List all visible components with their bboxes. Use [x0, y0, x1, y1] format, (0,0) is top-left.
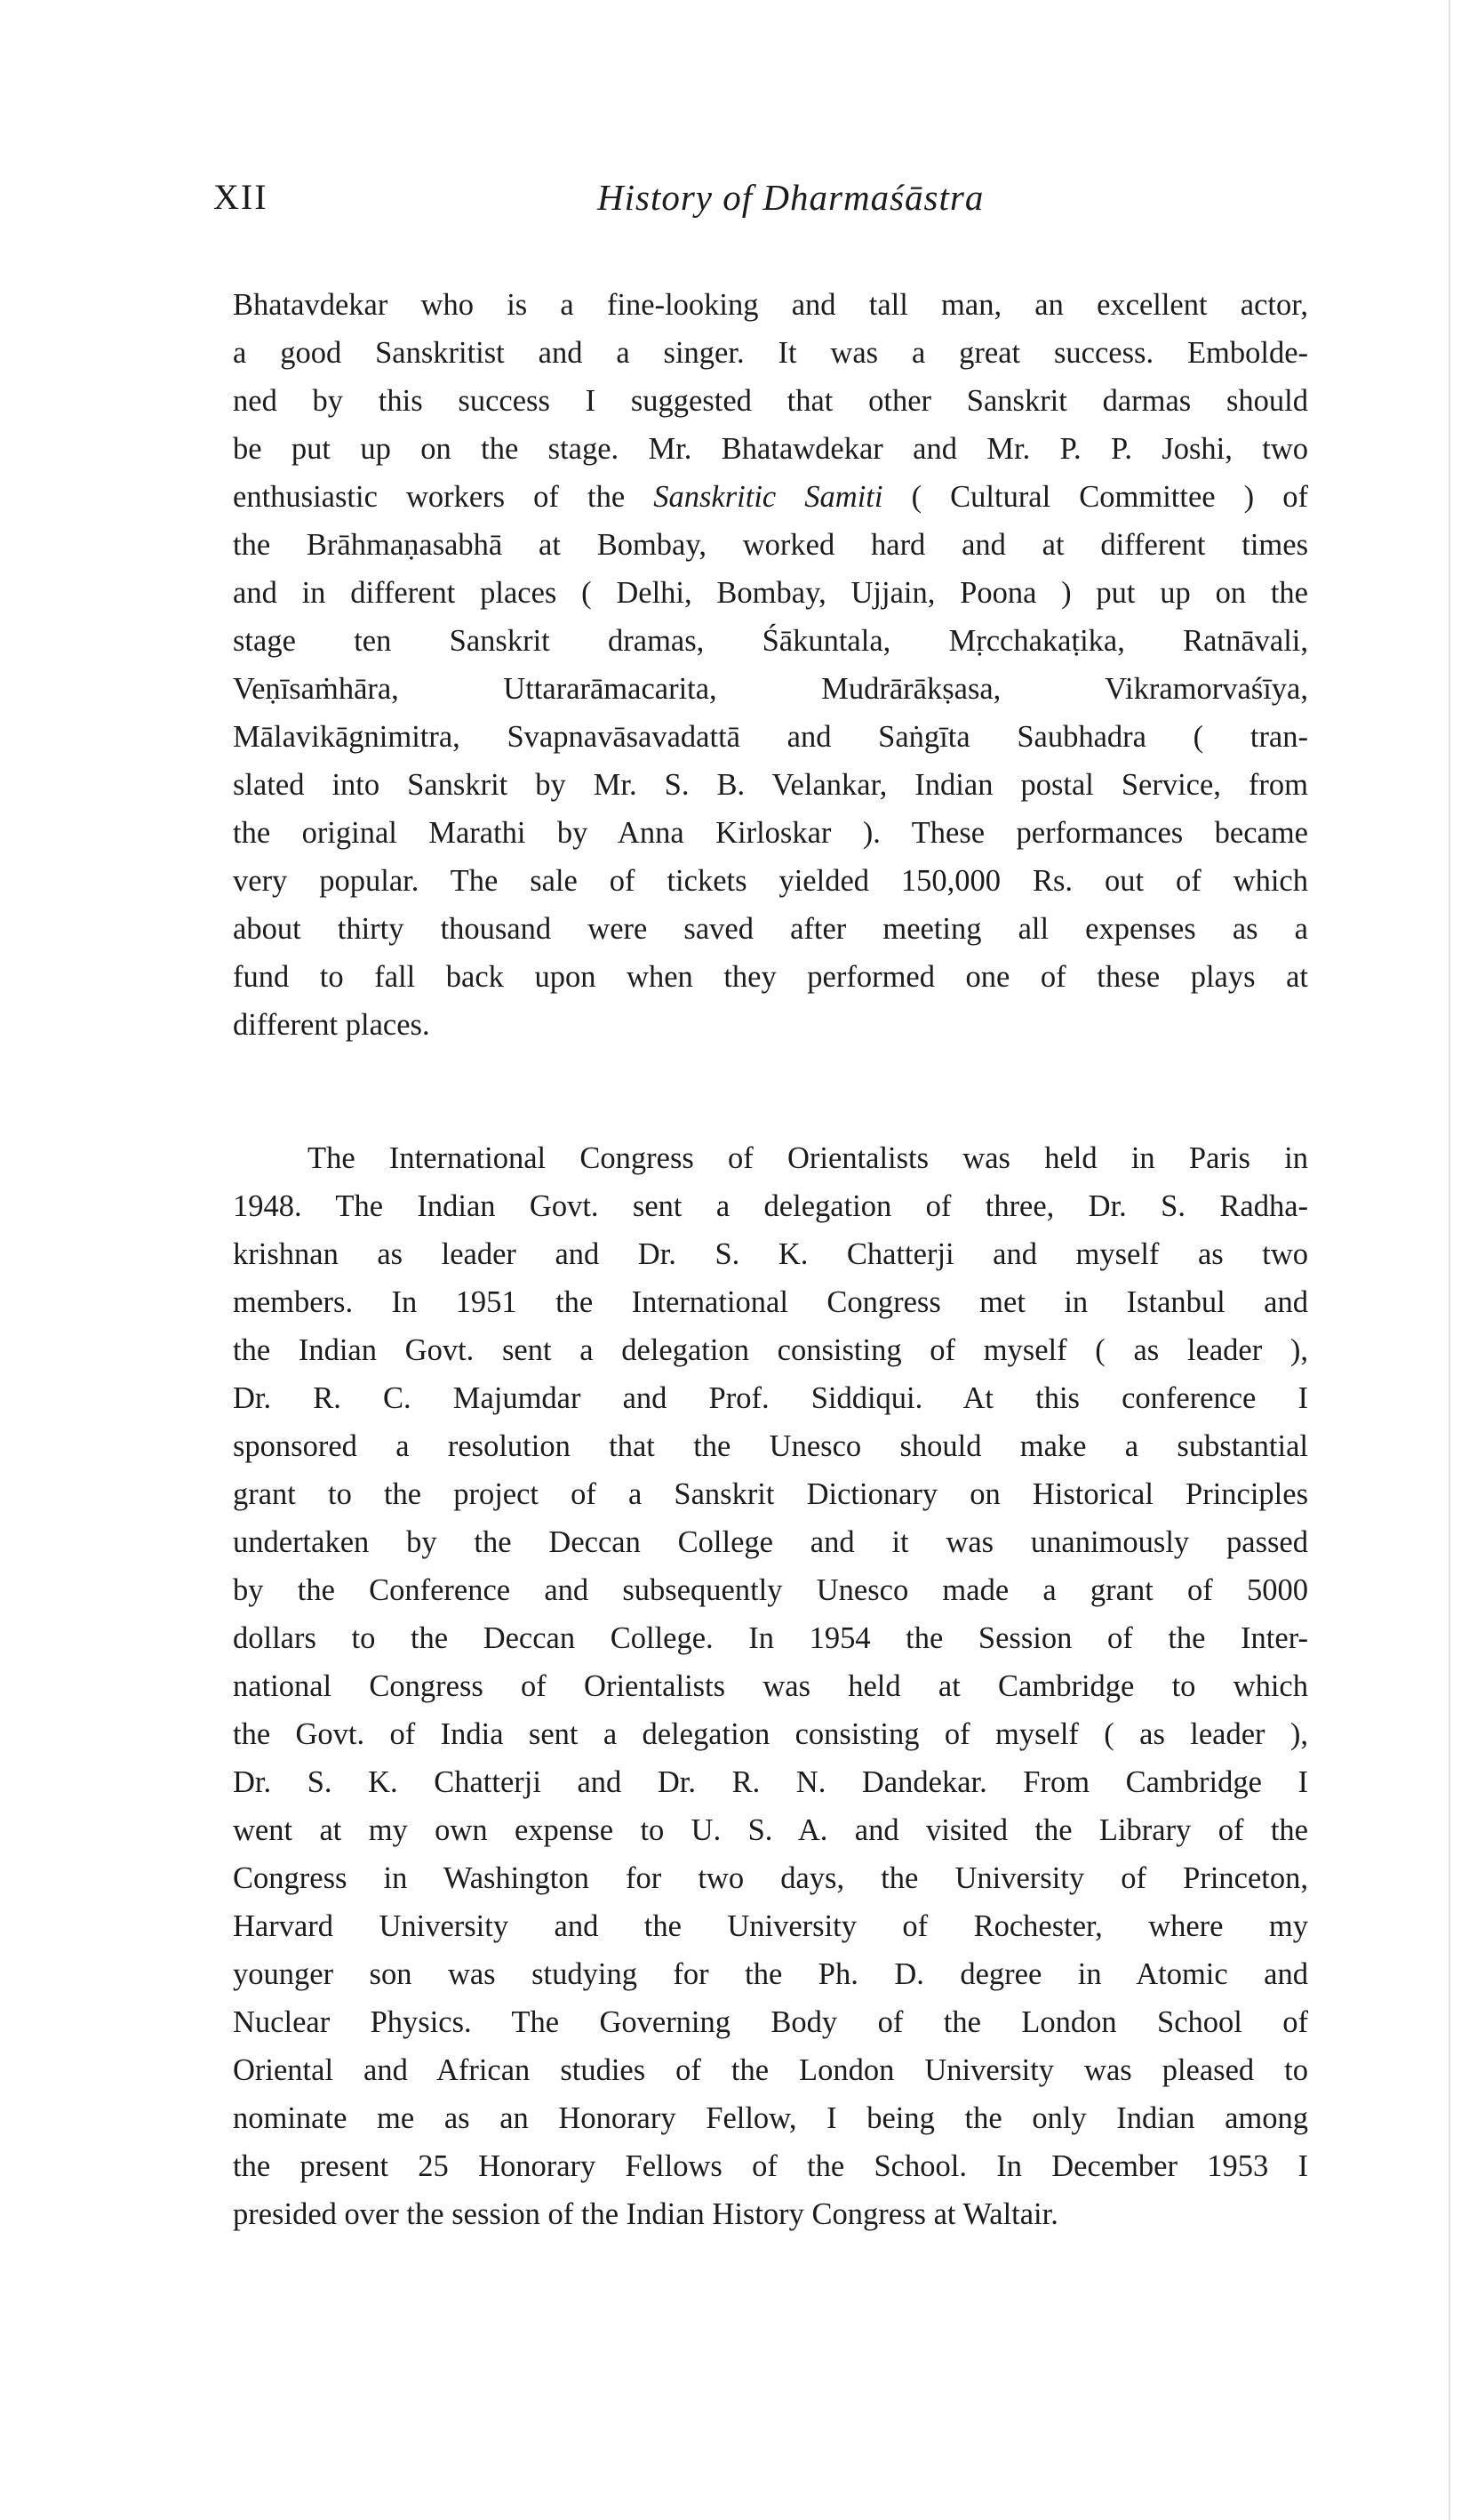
paragraph-1-line: fund to fall back upon when they performed one of these plays at — [233, 960, 1308, 994]
paragraph-1-line: and in different places ( Delhi, Bombay, Ujjain, Poona ) put up on the — [233, 576, 1308, 610]
running-head — [213, 176, 1302, 229]
page-number: XII — [213, 177, 268, 217]
paragraph-2-line: Dr. S. K. Chatterji and Dr. R. N. Dandekar. From Cambridge I — [233, 1765, 1308, 1799]
line-text: ( Cultural Committee ) of — [882, 480, 1308, 514]
paragraph-1-line: stage ten Sanskrit dramas, Śākuntala, Mṛcchakaṭika, Ratnāvali, — [233, 624, 1308, 658]
paragraph-2-line: 1948. The Indian Govt. sent a delegation of three, Dr. S. Radha- — [233, 1189, 1308, 1223]
paragraph-1-line: Mālavikāgnimitra, Svapnavāsavadattā and Saṅgīta Saubhadra ( tran- — [233, 720, 1308, 754]
paragraph-2-line: dollars to the Deccan College. In 1954 the Session of the Inter- — [233, 1621, 1308, 1655]
paragraph-1-line: different places. — [233, 1008, 430, 1042]
paragraph-2-line: the Govt. of India sent a delegation consisting of myself ( as leader ), — [233, 1717, 1308, 1751]
paragraph-1-line: be put up on the stage. Mr. Bhatawdekar and Mr. P. P. Joshi, two — [233, 432, 1308, 466]
page-edge-line — [1449, 0, 1450, 2520]
paragraph-1-line: the Brāhmaṇasabhā at Bombay, worked hard and at different times — [233, 528, 1308, 562]
paragraph-1-line: Veṇīsaṁhāra, Uttararāmacarita, Mudrārākṣasa, Vikramorvaśīya, — [233, 672, 1308, 706]
paragraph-1-line: slated into Sanskrit by Mr. S. B. Velankar, Indian postal Service, from — [233, 768, 1308, 802]
paragraph-2-line: Congress in Washington for two days, the University of Princeton, — [233, 1861, 1308, 1895]
paragraph-2-line: sponsored a resolution that the Unesco should make a substantial — [233, 1429, 1308, 1463]
paragraph-1-line: the original Marathi by Anna Kirloskar ). These performances became — [233, 816, 1308, 850]
paragraph-2-line: Nuclear Physics. The Governing Body of the London School of — [233, 2005, 1308, 2039]
paragraph-1-line: about thirty thousand were saved after meeting all expenses as a — [233, 912, 1308, 946]
paragraph-2-line: national Congress of Orientalists was held at Cambridge to which — [233, 1669, 1308, 1703]
paragraph-2-line: krishnan as leader and Dr. S. K. Chatterji and myself as two — [233, 1237, 1308, 1271]
paragraph-1-line: Bhatavdekar who is a fine-looking and tall man, an excellent actor, — [233, 288, 1308, 322]
line-text: enthusiastic workers of the — [233, 480, 654, 514]
paragraph-2-line: went at my own expense to U. S. A. and visited the Library of the — [233, 1813, 1308, 1847]
paragraph-2-line: presided over the session of the Indian History Congress at Waltair. — [233, 2197, 1058, 2231]
paragraph-2-line: the Indian Govt. sent a delegation consisting of myself ( as leader ), — [233, 1333, 1308, 1367]
paragraph-2-line: grant to the project of a Sanskrit Dictionary on Historical Principles — [233, 1477, 1308, 1511]
paragraph-2-line: Oriental and African studies of the London University was pleased to — [233, 2053, 1308, 2087]
paragraph-2-line: members. In 1951 the International Congress met in Istanbul and — [233, 1285, 1308, 1319]
paragraph-2-line: Dr. R. C. Majumdar and Prof. Siddiqui. At this conference I — [233, 1381, 1308, 1415]
paragraph-2-line: The International Congress of Orientalists was held in Paris in — [307, 1141, 1308, 1175]
paragraph-1-line — [233, 473, 1308, 521]
paragraph-1-line: very popular. The sale of tickets yielded 150,000 Rs. out of which — [233, 864, 1308, 898]
paragraph-2-line: by the Conference and subsequently Unesco made a grant of 5000 — [233, 1573, 1308, 1607]
italic-term: Sanskritic Samiti — [653, 480, 883, 514]
paragraph-2-line: Harvard University and the University of Rochester, where my — [233, 1909, 1308, 1943]
paragraph-2-line: the present 25 Honorary Fellows of the School. In December 1953 I — [233, 2149, 1308, 2183]
paragraph-2-line: undertaken by the Deccan College and it was unanimously passed — [233, 1525, 1308, 1559]
paragraph-1-line: ned by this success I suggested that other Sanskrit darmas should — [233, 384, 1308, 418]
paragraph-2 — [233, 1134, 1308, 2238]
paragraph-1 — [233, 281, 1308, 1049]
paragraph-2-line: younger son was studying for the Ph. D. degree in Atomic and — [233, 1957, 1308, 1991]
paragraph-1-line: a good Sanskritist and a singer. It was a great success. Embolde- — [233, 336, 1308, 370]
running-title: History of Dharmaśāstra — [597, 177, 985, 218]
paragraph-2-line: nominate me as an Honorary Fellow, I being the only Indian among — [233, 2101, 1308, 2135]
